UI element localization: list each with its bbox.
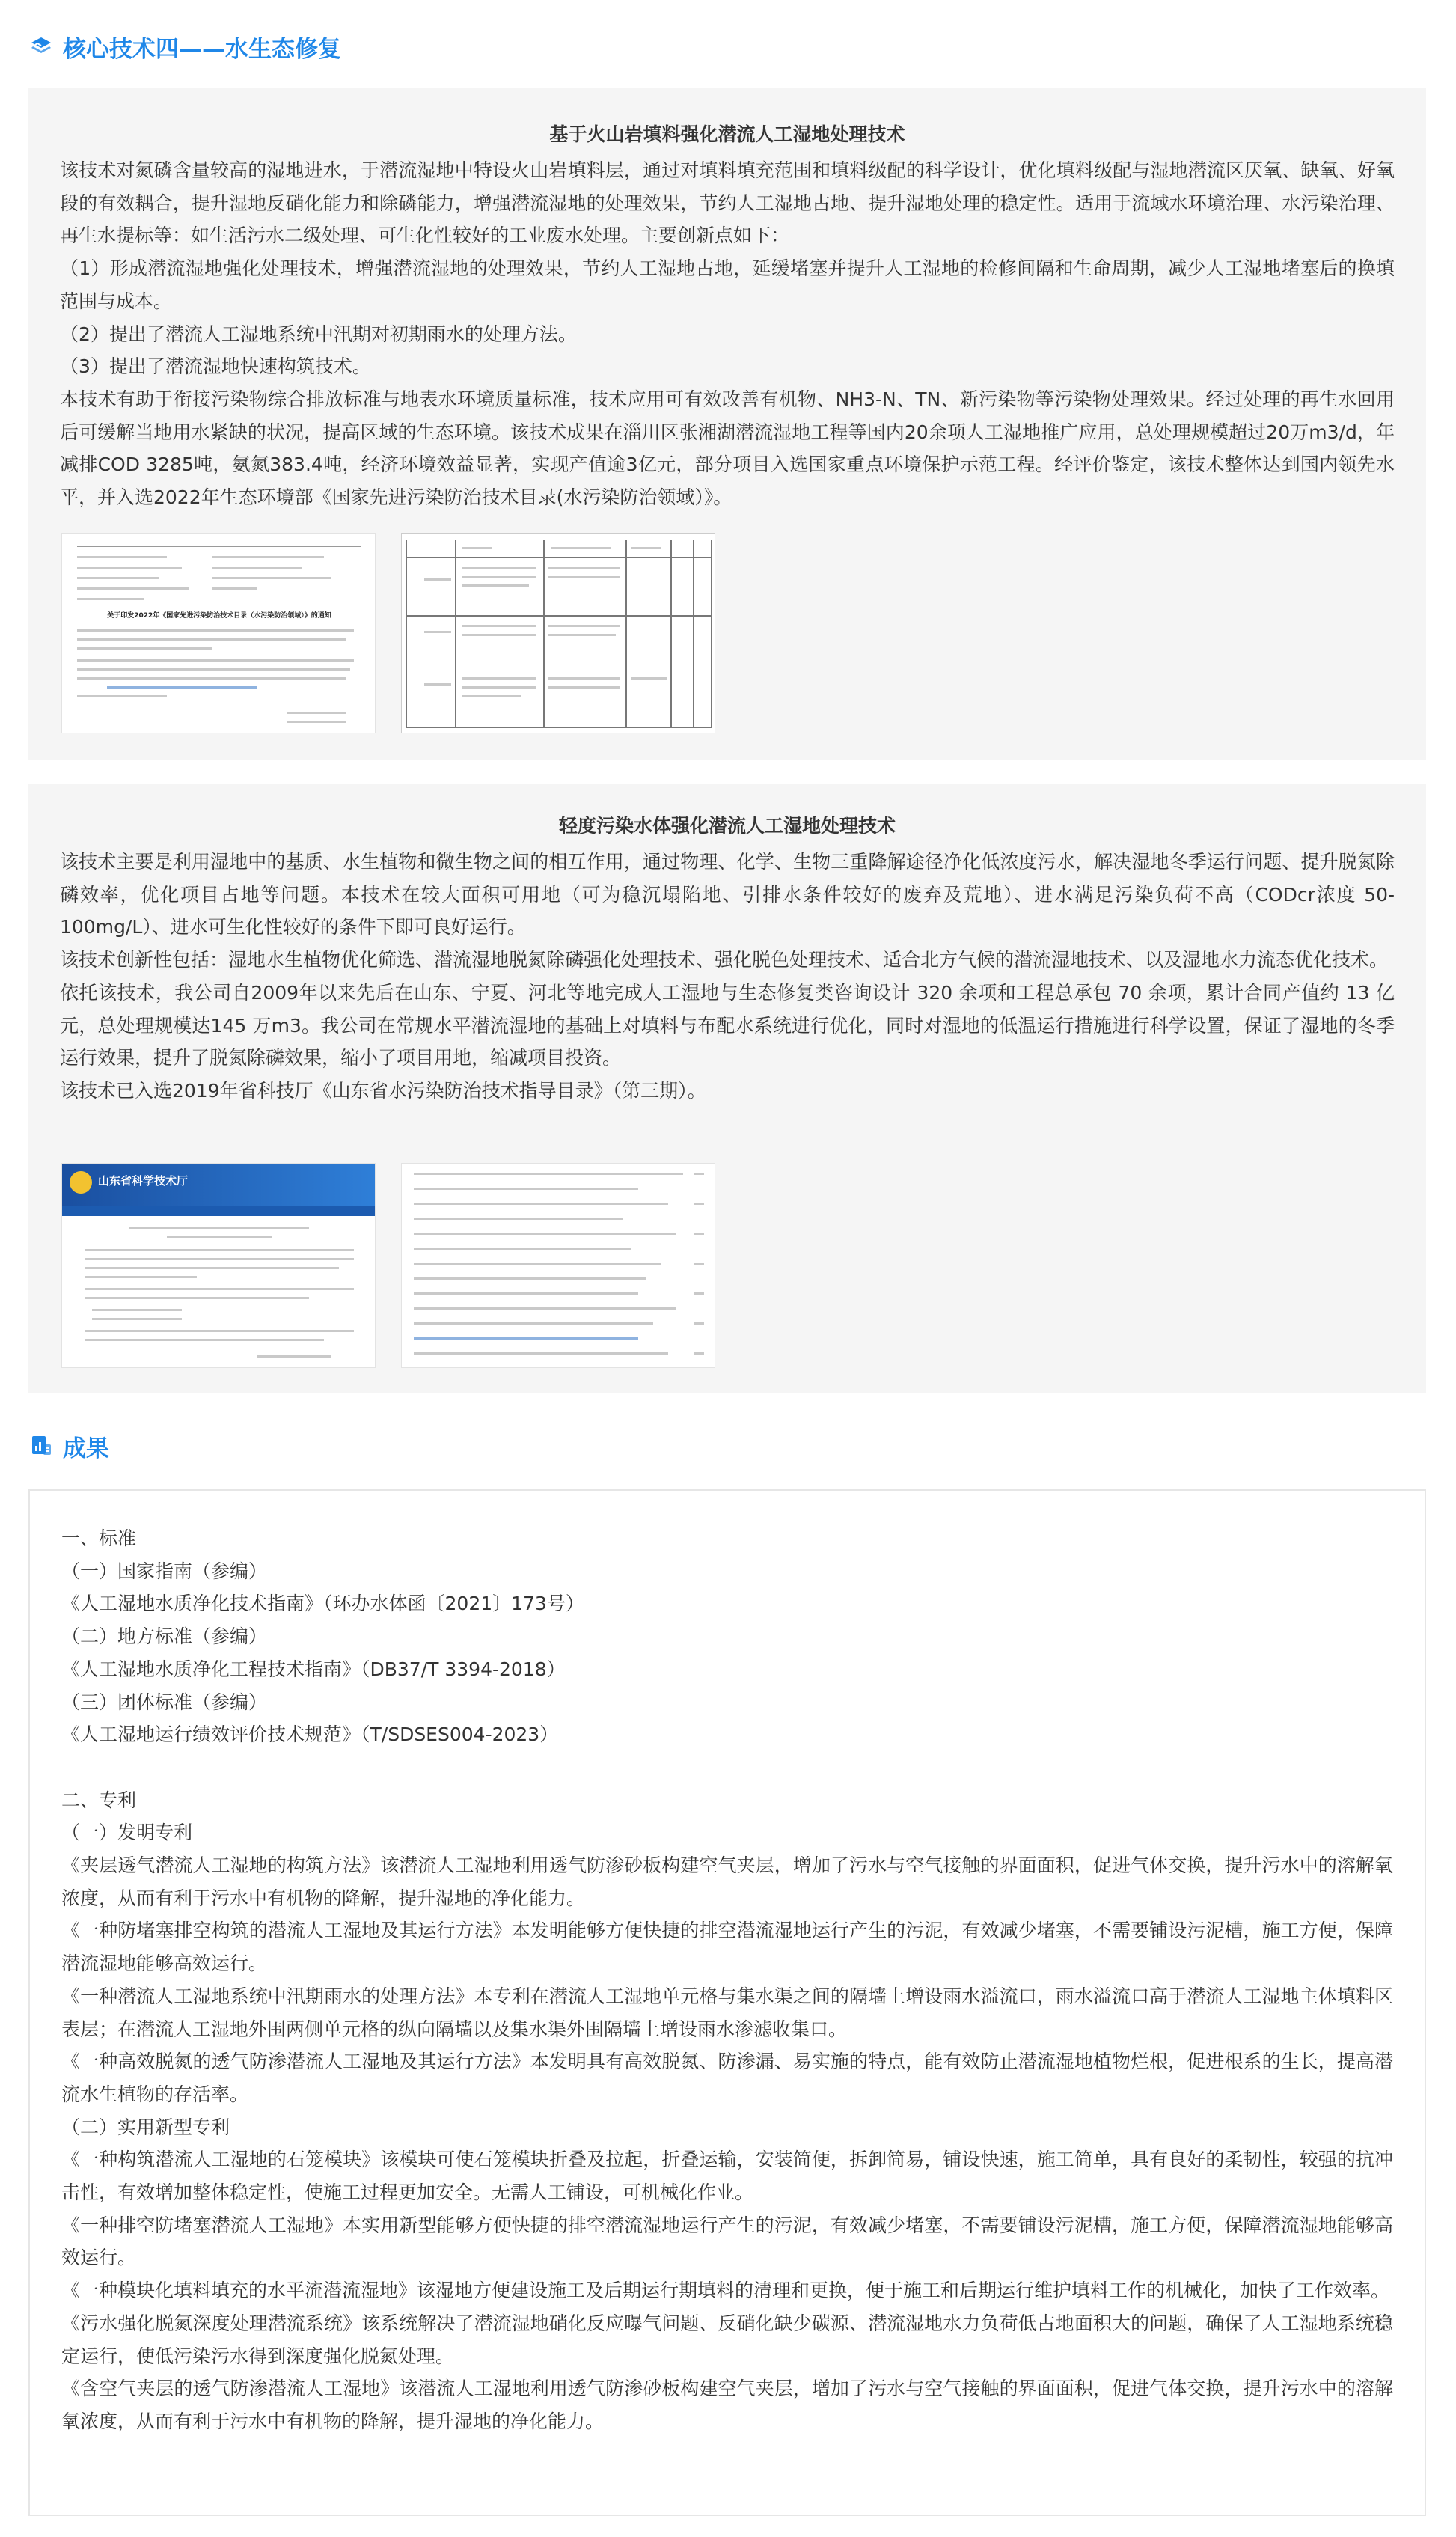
result-item: 《污水强化脱氮深度处理潜流系统》该系统解决了潜流湿地硝化反应曝气问题、反硝化缺少碳源、潜流湿地水力负荷低占地面积大的问题，确保了人工湿地系统稳定运行，使低污染污水得到深度强化脱氮处理。 bbox=[61, 2312, 1393, 2367]
result-item: 《一种构筑潜流人工湿地的石笼模块》该模块可使石笼模块折叠及拉起，折叠运输，安装简便，拆卸简易，铺设快速，施工简单，具有良好的柔韧性，较强的抗冲击性，有效增加整体稳定性，使施工过程更加安全。无需人工铺设，可机械化作业。 bbox=[61, 2149, 1393, 2204]
result-subheading: （二）实用新型专利 bbox=[61, 2116, 230, 2138]
tech-paragraph: （3）提出了潜流湿地快速构筑技术。 bbox=[60, 355, 371, 378]
section-header-core-tech bbox=[28, 28, 341, 64]
section-header-results bbox=[28, 1428, 109, 1464]
tech-paragraph: 该技术对氮磷含量较高的湿地进水，于潜流湿地中特设火山岩填料层，通过对填料填充范围和填料级配的科学设计，优化填料级配与湿地潜流区厌氧、缺氧、好氧段的有效耦合，提升湿地反硝化能力和除磷能力，增强潜流湿地的处理效果，节约人工湿地占地、提升湿地处理的稳定性。适用于流域水环境治理、水污染治理、再生水提标等：如生活污水二级处理、可生化性较好的工业废水处理。主要创新点如下： bbox=[60, 159, 1395, 247]
tech-paragraph: 本技术有助于衔接污染物综合排放标准与地表水环境质量标准，技术应用可有效改善有机物、NH3-N、TN、新污染物等污染物处理效果。经过处理的再生水回用后可缓解当地用水紧缺的状况，提高区域的生态环境。该技术成果在淄川区张湘湖潜流湿地工程等国内20余项人工湿地推广应用，总处理规模超过20万m3/d，年减排COD 3285吨，氨氮383.4吨，经济环境效益显著，实现产值逾3亿元，部分项目入选国家重点环境保护示范工程。经评价鉴定，该技术整体达到国内领先水平，并入选2022年生态环境部《国家先进污染防治技术目录(水污染防治领域）》。 bbox=[60, 388, 1395, 509]
result-item: 《人工湿地水质净化技术指南》（环办水体函〔2021〕173号） bbox=[61, 1593, 584, 1615]
tech-paragraph: 该技术创新性包括：湿地水生植物优化筛选、潜流湿地脱氮除磷强化处理技术、强化脱色处理技术、适合北方气候的潜流湿地技术、以及湿地水力流态优化技术。 bbox=[60, 949, 1389, 971]
spacer bbox=[61, 1751, 1393, 1784]
site-banner: 山东省科学技术厅 bbox=[98, 1174, 189, 1188]
result-item: 《一种排空防堵塞潜流人工湿地》本实用新型能够方便快捷的排空潜流湿地运行产生的污泥，有效减少堵塞，不需要铺设污泥槽，施工方便，保障潜流湿地能够高效运行。 bbox=[61, 2214, 1393, 2269]
result-item: 《含空气夹层的透气防渗潜流人工湿地》该潜流人工湿地利用透气防渗砂板构建空气夹层，增加了污水与空气接触的界面面积，促进气体交换，提升污水中的溶解氧浓度，从而有利于污水中有机物的降解，提升湿地的净化能力。 bbox=[61, 2378, 1393, 2432]
tech-paragraph: 该技术已入选2019年省科技厅《山东省水污染防治技术指导目录》（第三期）。 bbox=[60, 1079, 706, 1102]
tech-title: 基于火山岩填料强化潜流人工湿地处理技术 bbox=[549, 123, 905, 145]
result-subheading: （一）发明专利 bbox=[61, 1822, 193, 1844]
result-heading: 一、标准 bbox=[61, 1527, 137, 1549]
tech-paragraph: （1）形成潜流湿地强化处理技术，增强潜流湿地的处理效果，节约人工湿地占地，延缓堵塞并提升人工湿地的检修间隔和生命周期，减少人工湿地堵塞后的换填范围与成本。 bbox=[60, 257, 1395, 312]
notice-document-image bbox=[61, 533, 376, 733]
result-item: 《一种模块化填料填充的水平流潜流湿地》该湿地方便建设施工及后期运行期填料的清理和更换，便于施工和后期运行维护填料工作的机械化，加快了工作效率。 bbox=[61, 2280, 1390, 2302]
layers-icon bbox=[28, 34, 54, 59]
tech-paragraph: 该技术主要是利用湿地中的基质、水生植物和微生物之间的相互作用，通过物理、化学、生物三重降解途径净化低浓度污水，解决湿地冬季运行问题、提升脱氮除磷效率，优化项目占地等问题。本技术在较大面积可用地（可为稳沉塌陷地、引排水条件较好的废弃及荒地）、进水满足污染负荷不高（CODcr浓度 50-100mg/L）、进水可生化性较好的条件下即可良好运行。 bbox=[60, 851, 1395, 938]
result-item: 《一种高效脱氮的透气防渗潜流人工湿地及其运行方法》本发明具有高效脱氮、防渗漏、易实施的特点，能有效防止潜流湿地植物烂根，促进根系的生长，提高潜流水生植物的存活率。 bbox=[61, 2051, 1393, 2105]
catalog-table-image bbox=[401, 533, 715, 733]
results-card bbox=[28, 1489, 1426, 2516]
result-item: 《人工湿地水质净化工程技术指南》（DB37/T 3394-2018） bbox=[61, 1658, 566, 1680]
result-subheading: （一）国家指南（参编） bbox=[61, 1560, 268, 1582]
result-subheading: （二）地方标准（参编） bbox=[61, 1625, 268, 1648]
section-title: 成果 bbox=[63, 1435, 109, 1462]
result-item: 《一种潜流人工湿地系统中汛期雨水的处理方法》本专利在潜流人工湿地单元格与集水渠之间的隔墙上增设雨水溢流口，雨水溢流口高于潜流人工湿地主体填料区表层；在潜流人工湿地外围两侧单元格的纵向隔墙以及集水渠外围隔墙上增设雨水渗滤收集口。 bbox=[61, 1985, 1393, 2040]
catalog-list-image bbox=[401, 1163, 715, 1368]
section-title: 核心技术四——水生态修复 bbox=[63, 35, 341, 63]
notice-title: 关于印发2022年《国家先进污染防治技术目录（水污染防治领域）》的通知 bbox=[107, 612, 331, 620]
tech-title: 轻度污染水体强化潜流人工湿地处理技术 bbox=[558, 815, 896, 837]
document-chart-icon bbox=[28, 1433, 54, 1459]
tech-paragraph: （2）提出了潜流人工湿地系统中汛期对初期雨水的处理方法。 bbox=[60, 323, 577, 345]
science-dept-website-image bbox=[61, 1163, 376, 1368]
result-item: 《夹层透气潜流人工湿地的构筑方法》该潜流人工湿地利用透气防渗砂板构建空气夹层，增加了污水与空气接触的界面面积，促进气体交换，提升污水中的溶解氧浓度，从而有利于污水中有机物的降解，提升湿地的净化能力。 bbox=[61, 1854, 1393, 1909]
result-item: 《人工湿地运行绩效评价技术规范》（T/SDSES004-2023） bbox=[61, 1724, 559, 1746]
result-heading: 二、专利 bbox=[61, 1789, 137, 1811]
tech-paragraph: 依托该技术，我公司自2009年以来先后在山东、宁夏、河北等地完成人工湿地与生态修复类咨询设计 320 余项和工程总承包 70 余项，累计合同产值约 13 亿元，总处理规模达145 万m3。我公司在常规水平潜流湿地的基础上对填料与布配水系统进行优化，同时对湿地的低温运行措施进行科学设置，保证了湿地的冬季运行效果，提升了脱氮除磷效果，缩小了项目用地，缩减项目投资。 bbox=[60, 981, 1395, 1069]
result-item: 《一种防堵塞排空构筑的潜流人工湿地及其运行方法》本发明能够方便快捷的排空潜流湿地运行产生的污泥，有效减少堵塞，不需要铺设污泥槽，施工方便，保障潜流湿地能够高效运行。 bbox=[61, 1920, 1393, 1975]
result-subheading: （三）团体标准（参编） bbox=[61, 1691, 268, 1713]
